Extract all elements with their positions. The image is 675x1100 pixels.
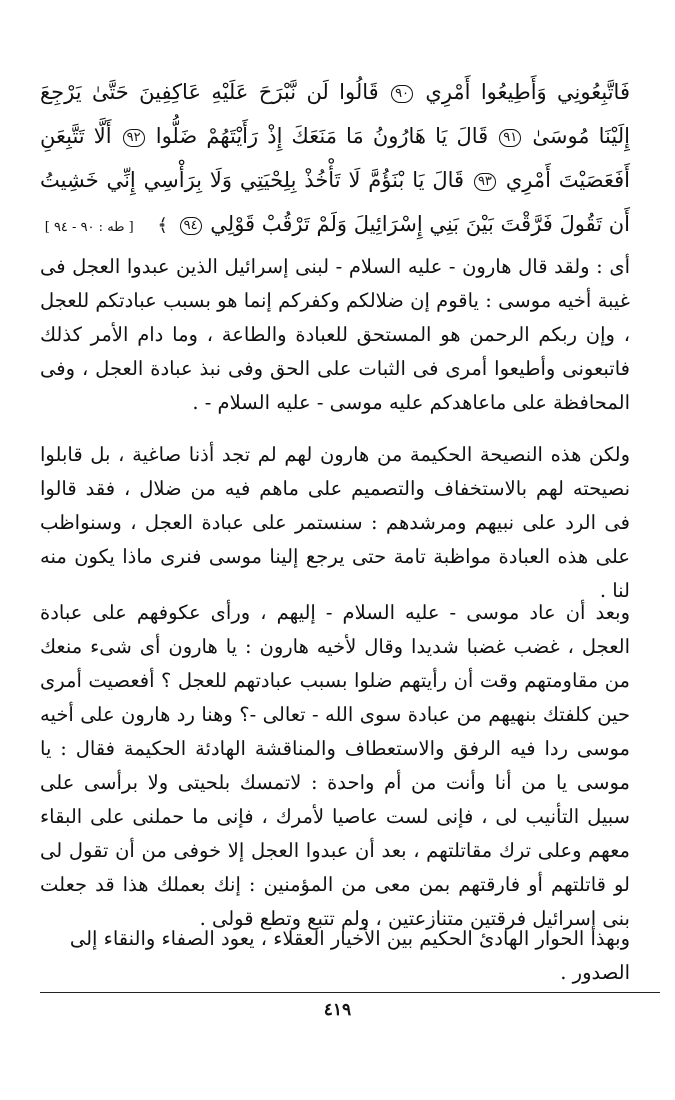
paragraph: وبعد أن عاد موسى - عليه السلام - إليهم ، ورأى عكوفهم على عبادة العجل ، غضب غضبا شديدا وقال لأخيه هارون : يا هارون أى شىء منعك من مقاومتهم وقت أن رأيتهم ضلوا بسبب عبادتهم للعجل ؟ أفعصيت أمرى حين كلفتك بنهيهم من عبادة سوى الله - تعالى -؟ وهنا رد هارون على أخيه موسى ردا فيه الرفق والاستعطاف والمناقشة الهادئة الحكيمة فقال : يا موسى يا من أنا وأنت من أم واحدة : لاتمسك بلحيتى ولا برأسى على سبيل التأنيب لى ، فإنى لست عاصيا لأمرك ، فإنى ما حملنى على البقاء معهم وعلى ترك مقاتلتهم ، بعد أن عبدوا العجل إلا خوفى من أن تقول لى لو قاتلتهم أو فارقتهم بمن معى من المؤمنين : إنك بعملك هذا قد جعلت بنى إسرائيل فرقتين متنازعتين ، ولم تتبع وتطع قولى . xyxy=(40,601,630,930)
paragraph: ولكن هذه النصيحة الحكيمة من هارون لهم لم تجد أذنا صاغية ، بل قابلوا نصيحته لهم بالاستخفاف والتصميم على ماهم فيه من ضلال ، فقد قالوا فى الرد على نبيهم ومرشدهم : سنستمر على عبادة العجل ، وسنواظب على هذه العبادة مواظبة تامة حتى يرجع إلينا موسى فنرى ماذا يكون منه لنا . xyxy=(40,443,630,602)
verse-number-marker: ٩١ xyxy=(499,129,521,147)
verse-number-marker: ٩٣ xyxy=(474,173,496,191)
quran-verse-text: فَاتَّبِعُونِي وَأَطِيعُوا أَمْرِي xyxy=(425,80,630,104)
verse-number-marker: ٩٢ xyxy=(123,129,145,147)
paragraph: وبهذا الحوار الهادئ الحكيم بين الأخيار العقلاء ، يعود الصفاء والنقاء إلى الصدور . xyxy=(69,927,630,984)
quran-verses-block xyxy=(40,70,630,250)
page-number: ٤١٩ xyxy=(323,1000,352,1020)
quran-verse-text: قَالُوا لَن نَّبْرَحَ عَلَيْهِ عَاكِفِينَ حَتَّىٰ يَرْجِعَ إِلَيْنَا مُوسَىٰ xyxy=(40,80,630,148)
quran-verse-text: قَالَ يَا بْنَؤُمَّ لَا تَأْخُذْ بِلِحْيَتِي وَلَا بِرَأْسِي إِنِّي خَشِيتُ أَن تَقُولَ فَرَّقْتَ بَيْنَ بَنِي إِسْرَائِيلَ وَلَمْ تَرْقُبْ قَوْلِي xyxy=(40,168,630,236)
verse-end-ornament-icon: ﴾ xyxy=(157,215,168,236)
quran-verse-text: قَالَ يَا هَارُونُ مَا مَنَعَكَ إِذْ رَأَيْتَهُمْ ضَلُّوا xyxy=(155,124,489,148)
surah-citation: [ طه : ٩٠ - ٩٤ ] xyxy=(44,220,134,235)
verse-number-marker: ٩٤ xyxy=(180,217,202,235)
verse-number-marker: ٩٠ xyxy=(391,85,413,103)
paragraph: أى : ولقد قال هارون - عليه السلام - لبنى إسرائيل الذين عبدوا العجل فى غيبة أخيه موسى : ياقوم إن ضلالكم وكفركم إنما هو بسبب عبادتكم للعجل ، وإن ربكم الرحمن هو المستحق للعبادة والطاعة ، وما دام الأمر كذلك فاتبعونى وأطيعوا أمرى فى الثبات على الحق وفى نبذ عبادة العجل ، وفى المحافظة على ماعاهدكم عليه موسى - عليه السلام - . xyxy=(40,255,630,414)
footer-divider xyxy=(40,992,660,993)
quran-verse-text: أَلَّا تَتَّبِعَنِ أَفَعَصَيْتَ أَمْرِي xyxy=(40,124,630,192)
